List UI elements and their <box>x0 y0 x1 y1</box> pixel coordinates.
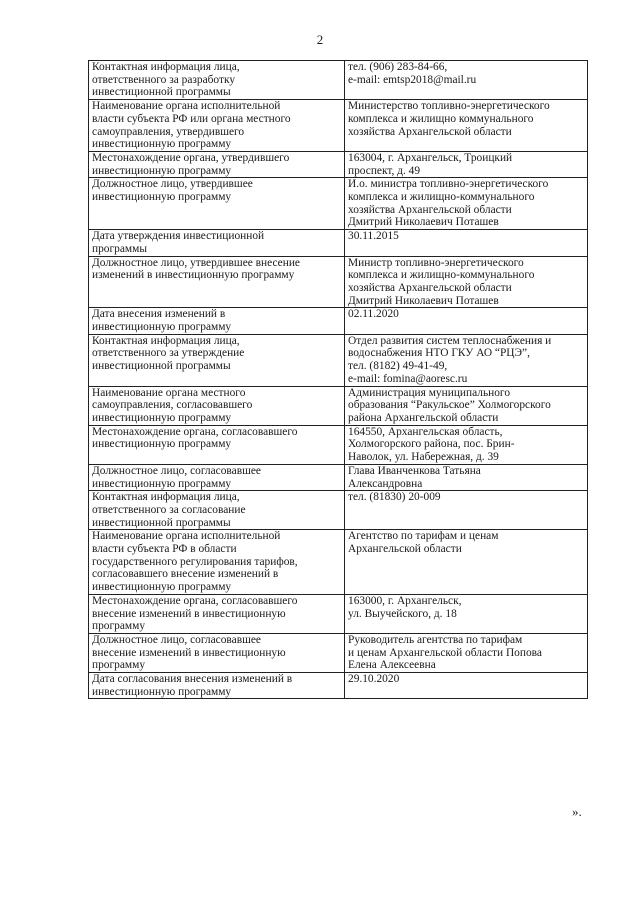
table-row <box>89 425 588 464</box>
row-label-cell: Наименование органа местного самоуправления, согласовавшего инвестиционную программу <box>89 386 345 425</box>
row-value-cell: Агентство по тарифам и ценам Архангельской области <box>345 530 588 595</box>
table-row <box>89 308 588 334</box>
table-row <box>89 491 588 530</box>
row-label-cell: Наименование органа исполнительной власти субъекта РФ в области государственного регулирования тарифов, согласовавшего внесение изменений в инвестиционную программу <box>89 530 345 595</box>
row-label-cell: Дата утверждения инвестиционной программы <box>89 230 345 256</box>
row-label-cell: Дата внесения изменений в инвестиционную программу <box>89 308 345 334</box>
table-row <box>89 61 588 100</box>
table-row <box>89 256 588 308</box>
table-row <box>89 230 588 256</box>
table-row <box>89 464 588 490</box>
table-row <box>89 386 588 425</box>
row-value-cell: Администрация муниципального образования “Ракульское” Холмогорского района Архангельской области <box>345 386 588 425</box>
row-label-cell: Контактная информация лица, ответственного за согласование инвестиционной программы <box>89 491 345 530</box>
table-row <box>89 178 588 230</box>
row-value-cell: 29.10.2020 <box>345 673 588 699</box>
row-value-cell: Министр топливно-энергетического комплекса и жилищно-коммунального хозяйства Архангельской области Дмитрий Николаевич Поташев <box>345 256 588 308</box>
row-value-cell: 02.11.2020 <box>345 308 588 334</box>
row-value-cell: Глава Иванченкова Татьяна Александровна <box>345 464 588 490</box>
row-value-cell: Руководитель агентства по тарифам и ценам Архангельской области Попова Елена Алексеевна <box>345 633 588 672</box>
table-row <box>89 100 588 152</box>
table-row <box>89 334 588 386</box>
row-label-cell: Местонахождение органа, согласовавшего инвестиционную программу <box>89 425 345 464</box>
row-label-cell: Должностное лицо, согласовавшее внесение изменений в инвестиционную программу <box>89 633 345 672</box>
closing-quote: ». <box>572 804 582 819</box>
page-number: 2 <box>316 32 324 47</box>
row-value-cell: И.о. министра топливно-энергетического комплекса и жилищно-коммунального хозяйства Архангельской области Дмитрий Николаевич Поташев <box>345 178 588 230</box>
row-label-cell: Контактная информация лица, ответственного за разработку инвестиционной программы <box>89 61 345 100</box>
table-row <box>89 530 588 595</box>
table-row <box>89 633 588 672</box>
row-value-cell: 163000, г. Архангельск, ул. Выучейского, д. 18 <box>345 594 588 633</box>
row-value-cell: Министерство топливно-энергетического комплекса и жилищно коммунального хозяйства Архангельской области <box>345 100 588 152</box>
row-value-cell: тел. (906) 283-84-66, e-mail: emtsp2018@mail.ru <box>345 61 588 100</box>
row-label-cell: Должностное лицо, утвердившее инвестиционную программу <box>89 178 345 230</box>
table-row <box>89 151 588 177</box>
row-label-cell: Наименование органа исполнительной власти субъекта РФ или органа местного самоуправления, утвердившего инвестиционную программу <box>89 100 345 152</box>
row-label-cell: Местонахождение органа, утвердившего инвестиционную программу <box>89 151 345 177</box>
table-row <box>89 673 588 699</box>
row-value-cell: 163004, г. Архангельск, Троицкий проспект, д. 49 <box>345 151 588 177</box>
row-label-cell: Должностное лицо, согласовавшее инвестиционную программу <box>89 464 345 490</box>
row-value-cell: Отдел развития систем теплоснабжения и водоснабжения НТО ГКУ АО “РЦЭ”, тел. (8182) 49-41-49, e-mail: fomina@aoresc.ru <box>345 334 588 386</box>
row-value-cell: 30.11.2015 <box>345 230 588 256</box>
row-value-cell: 164550, Архангельская область, Холмогорского района, пос. Брин- Наволок, ул. Набережная, д. 39 <box>345 425 588 464</box>
row-label-cell: Контактная информация лица, ответственного за утверждение инвестиционной программы <box>89 334 345 386</box>
row-label-cell: Местонахождение органа, согласовавшего внесение изменений в инвестиционную программу <box>89 594 345 633</box>
row-label-cell: Должностное лицо, утвердившее внесение изменений в инвестиционную программу <box>89 256 345 308</box>
table-row <box>89 594 588 633</box>
row-value-cell: тел. (81830) 20-009 <box>345 491 588 530</box>
row-label-cell: Дата согласования внесения изменений в инвестиционную программу <box>89 673 345 699</box>
investment-program-info-table <box>88 60 588 699</box>
